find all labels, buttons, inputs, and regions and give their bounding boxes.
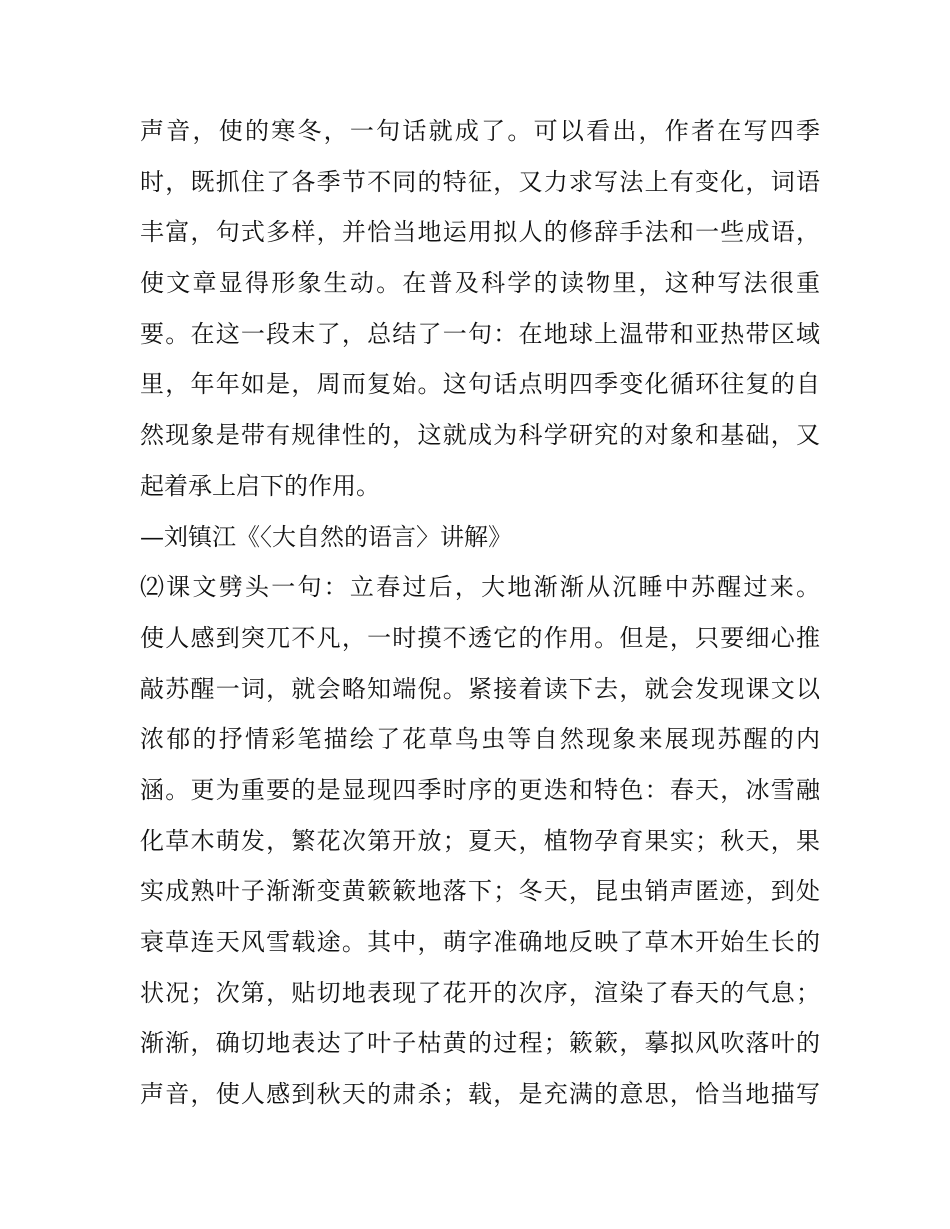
text-line: 实成熟叶子渐渐变黄簌簌地落下；冬天，昆虫销声匿迹，到处 bbox=[140, 877, 820, 906]
text-line: 起着承上启下的作用。 bbox=[140, 471, 380, 500]
text-line: 衰草连天风雪载途。其中，萌字准确地反映了草木开始生长的 bbox=[140, 928, 820, 956]
text-line: 声音，使人感到秋天的肃杀；载，是充满的意思，恰当地描写 bbox=[140, 1080, 820, 1109]
text-line: 里，年年如是，周而复始。这句话点明四季变化循环往复的自 bbox=[140, 370, 820, 399]
text-line: 使人感到突兀不凡，一时摸不透它的作用。但是，只要细心推 bbox=[140, 623, 820, 652]
text-line: 然现象是带有规律性的，这就成为科学研究的对象和基础，又 bbox=[140, 421, 820, 450]
text-line: 要。在这一段末了，总结了一句：在地球上温带和亚热带区域 bbox=[140, 319, 820, 348]
body-text bbox=[140, 106, 820, 1120]
text-line: 状况；次第，贴切地表现了花开的次序，渲染了春天的气息； bbox=[140, 978, 820, 1007]
text-line: 使文章显得形象生动。在普及科学的读物里，这种写法很重 bbox=[140, 269, 820, 298]
text-line: ⑵课文劈头一句：立春过后，大地渐渐从沉睡中苏醒过来。 bbox=[140, 573, 820, 602]
text-line: 浓郁的抒情彩笔描绘了花草鸟虫等自然现象来展现苏醒的内 bbox=[140, 725, 820, 754]
text-line: 声音，使的寒冬，一句话就成了。可以看出，作者在写四季 bbox=[140, 117, 820, 145]
citation-line: —刘镇江《〈大自然的语言〉讲解》 bbox=[140, 522, 512, 551]
text-line: 涵。更为重要的是显现四季时序的更迭和特色：春天，冰雪融 bbox=[140, 775, 820, 804]
text-line: 丰富，句式多样，并恰当地运用拟人的修辞手法和一些成语， bbox=[140, 218, 820, 247]
text-line: 化草木萌发，繁花次第开放；夏天，植物孕育果实；秋天，果 bbox=[140, 826, 820, 855]
text-line: 渐渐，确切地表达了叶子枯黄的过程；簌簌，摹拟风吹落叶的 bbox=[140, 1029, 820, 1058]
text-line: 敲苏醒一词，就会略知端倪。紧接着读下去，就会发现课文以 bbox=[140, 674, 820, 703]
text-line: 时，既抓住了各季节不同的特征，又力求写法上有变化，词语 bbox=[140, 167, 820, 196]
